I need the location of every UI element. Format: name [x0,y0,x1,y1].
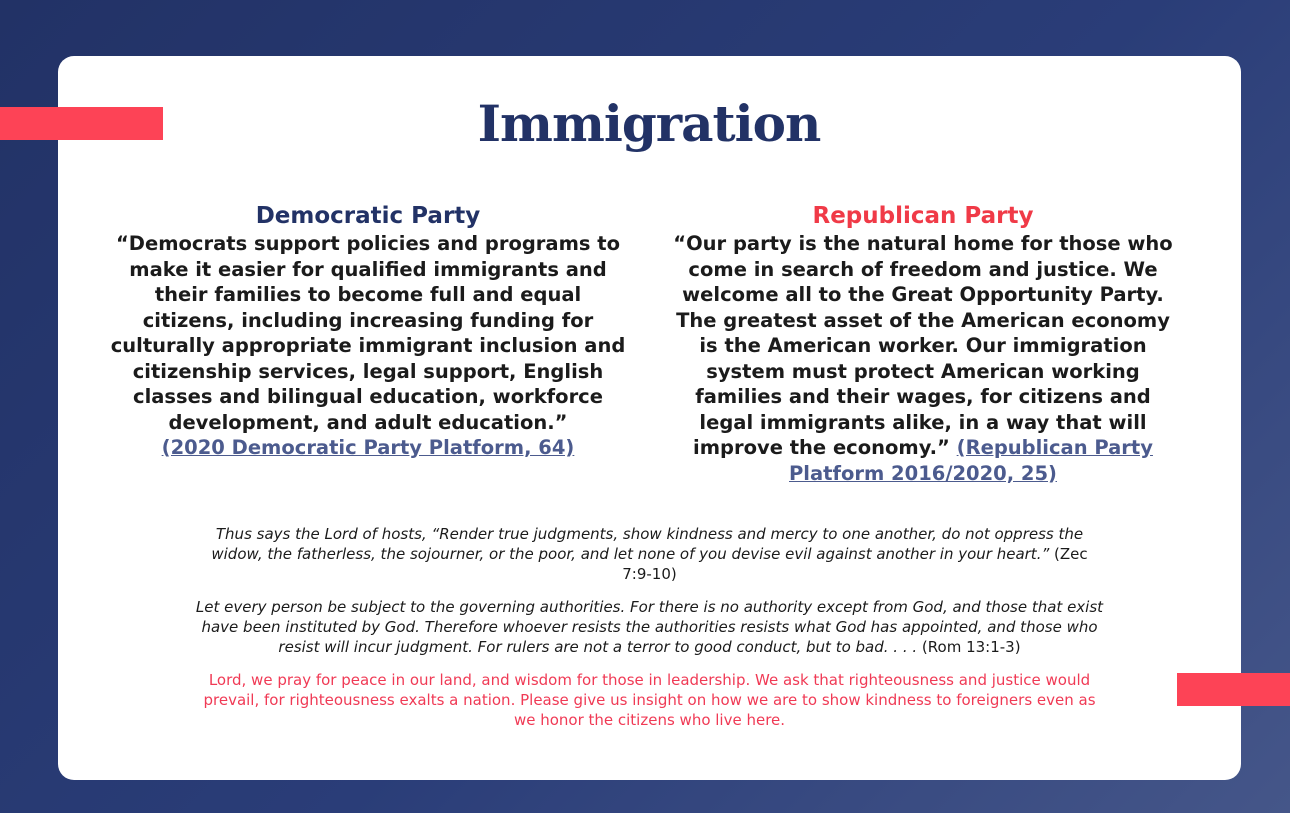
republican-quote: “Our party is the natural home for those who come in search of freedom and justice. We welcome all to the Great Opportunity Party. The greatest asset of the American economy is the American worker. Our immigration system must protect American working families and their wages, for citizens and legal immigrants alike, in a way that will improve the economy.” [673,232,1173,459]
verse-zechariah-reference: (Zec 7:9-10) [622,545,1088,583]
verse-romans [190,597,1110,657]
democratic-party-heading: Democratic Party [255,203,481,229]
democratic-party-column [108,202,628,461]
prayer-text: Lord, we pray for peace in our land, and wisdom for those in leadership. We ask that righteousness and justice would prevail, for righteousness exalts a nation. Please give us insight on how we are to show kindness to foreigners even as we honor the citizens who live here. [203,671,1096,729]
republican-citation-link[interactable]: (Republican Party Platform 2016/2020, 25) [789,436,1153,485]
verse-zechariah [210,524,1090,584]
page-title: Immigration [477,94,821,153]
verse-romans-reference: (Rom 13:1-3) [921,638,1021,656]
scripture-section [58,524,1241,730]
republican-party-column [666,202,1180,486]
democratic-citation-link[interactable]: (2020 Democratic Party Platform, 64) [161,436,575,459]
verse-zechariah-text: Thus says the Lord of hosts, “Render true judgments, show kindness and mercy to one another, do not oppress the widow, the fatherless, the sojourner, or the poor, and let none of you devise evil against another in your heart.” [211,525,1084,563]
republican-party-heading: Republican Party [812,203,1034,229]
democratic-quote: “Democrats support policies and programs to make it easier for qualified immigrants and their families to become full and equal citizens, including increasing funding for culturally appropriate immigrant inclusion and citizenship services, legal support, English classes and bilingual education, workforce development, and adult education.” [110,232,626,434]
verse-romans-text: Let every person be subject to the governing authorities. For there is no authority except from God, and those that exist have been instituted by God. Therefore whoever resists the authorities resists what God has appointed, and those who resist will incur judgment. For rulers are not a terror to good conduct, but to bad. . . . [195,598,1104,656]
